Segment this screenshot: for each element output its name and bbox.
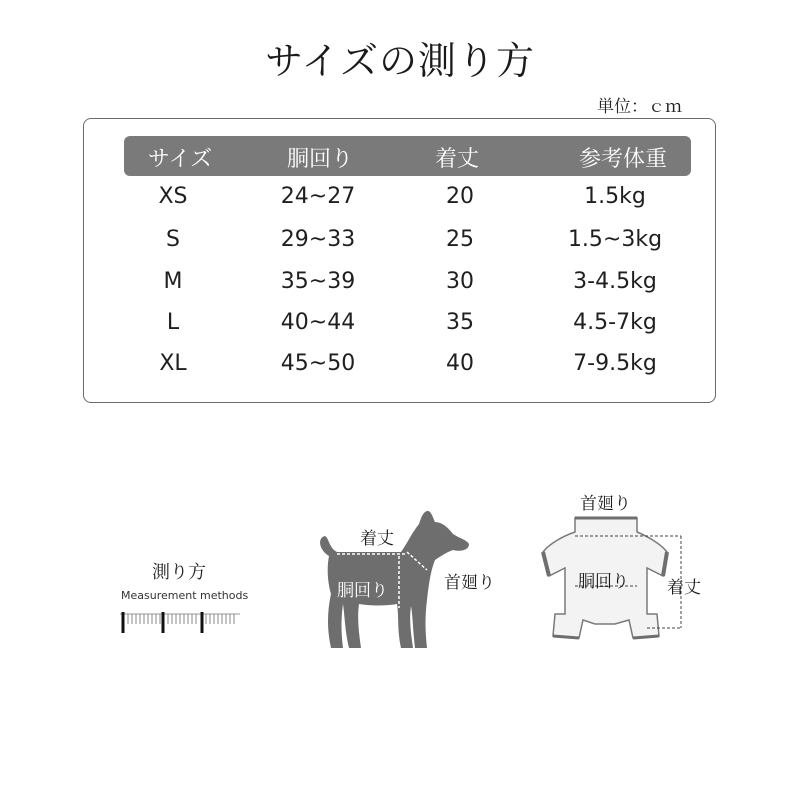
page-title: サイズの測り方 bbox=[265, 39, 535, 83]
unit-label: 単位：ｃｍ bbox=[597, 97, 682, 117]
header-size: サイズ bbox=[147, 147, 213, 172]
table-cell-size: S bbox=[166, 227, 180, 252]
dog-label-length: 着丈 bbox=[360, 529, 394, 549]
table-cell-waist: 45~50 bbox=[280, 351, 356, 376]
garment-label-neck: 首廻り bbox=[580, 494, 631, 514]
garment-label-length: 着丈 bbox=[667, 578, 701, 598]
header-weight: 参考体重 bbox=[578, 147, 668, 172]
table-cell-size: L bbox=[166, 310, 180, 335]
table-cell-waist: 35~39 bbox=[280, 269, 356, 294]
table-cell-length: 20 bbox=[446, 184, 474, 209]
header-length: 着丈 bbox=[434, 147, 480, 172]
ruler-icon bbox=[118, 606, 243, 636]
table-cell-length: 35 bbox=[446, 310, 474, 335]
table-cell-waist: 29~33 bbox=[280, 227, 356, 252]
table-cell-weight: 1.5kg bbox=[584, 184, 646, 209]
measure-title: 測り方 bbox=[152, 562, 206, 583]
table-cell-weight: 4.5-7kg bbox=[573, 310, 657, 335]
table-cell-length: 25 bbox=[446, 227, 474, 252]
table-cell-waist: 24~27 bbox=[280, 184, 356, 209]
table-cell-length: 30 bbox=[446, 269, 474, 294]
header-waist: 胴回り bbox=[286, 147, 354, 172]
table-cell-size: XS bbox=[158, 184, 188, 209]
table-cell-waist: 40~44 bbox=[280, 310, 356, 335]
table-cell-weight: 7-9.5kg bbox=[573, 351, 657, 376]
measure-subtitle: Measurement methods bbox=[121, 589, 249, 602]
table-cell-size: XL bbox=[159, 351, 187, 376]
table-cell-size: M bbox=[163, 269, 183, 294]
table-cell-length: 40 bbox=[446, 351, 474, 376]
table-cell-weight: 1.5~3kg bbox=[567, 227, 663, 252]
table-cell-weight: 3-4.5kg bbox=[573, 269, 657, 294]
garment-label-waist: 胴回り bbox=[578, 572, 629, 592]
dog-label-neck: 首廻り bbox=[444, 573, 495, 593]
dog-label-waist: 胴回り bbox=[337, 581, 388, 601]
